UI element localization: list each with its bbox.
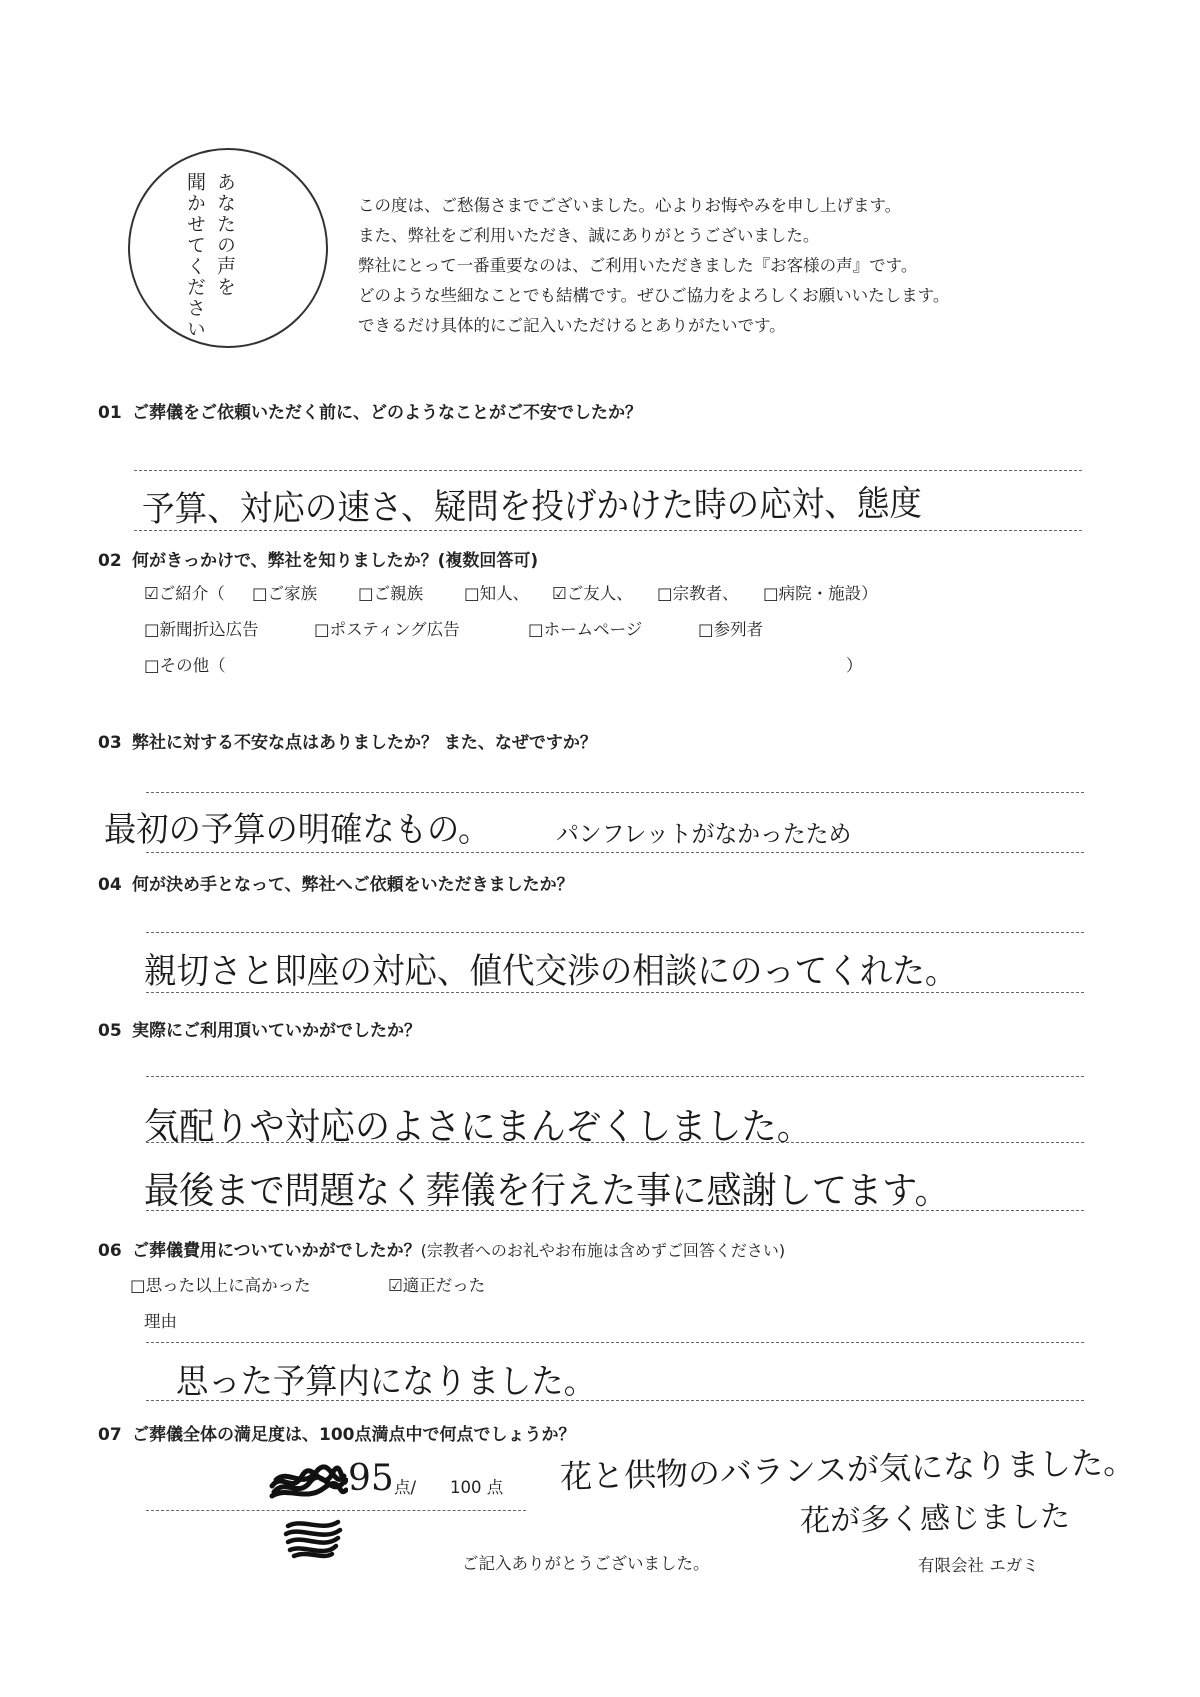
answer-guide-line: [134, 530, 1082, 531]
question-text: ご葬儀をご依頼いただく前に、どのようなことがご不安でしたか？: [132, 403, 642, 423]
handwritten-answer-03b: パンフレットがなかったため: [556, 820, 852, 848]
handwritten-comment-07-line1: 花と供物のバランスが気になりました。: [559, 1442, 1136, 1496]
checkbox-friend[interactable]: ☑ご友人、: [552, 584, 633, 603]
handwritten-comment-07-line2: 花が多く感じました: [799, 1499, 1071, 1539]
company-name: 有限会社 エガミ: [918, 1556, 1039, 1575]
question-text: ご葬儀全体の満足度は、100点満点中で何点でしょうか？: [132, 1425, 576, 1445]
answer-guide-line: [146, 992, 1084, 993]
footer-thanks: ご記入ありがとうございました。: [462, 1554, 710, 1573]
question-text: 実際にご利用頂いていかがでしたか？: [132, 1021, 421, 1041]
checkbox-clergy[interactable]: □宗教者、: [657, 584, 739, 603]
scribble-mark: [282, 1516, 344, 1562]
checkbox-family[interactable]: □ご家族: [252, 584, 318, 603]
checkbox-hospital[interactable]: □病院・施設）: [763, 584, 878, 603]
question-06: [98, 1236, 785, 1261]
answer-guide-line: [134, 470, 1082, 471]
checkbox-newspaper-insert[interactable]: □新聞折込広告: [144, 620, 259, 639]
checkbox-referral[interactable]: ☑ご紹介（: [144, 584, 225, 603]
handwritten-answer-01: 予算、対応の速さ、疑問を投げかけた時の応対、態度: [141, 484, 923, 530]
intro-line-1: この度は、ご愁傷さまでございました。心よりお悔やみを申し上げます。: [358, 196, 902, 215]
checkbox-more-expensive[interactable]: □思った以上に高かった: [130, 1276, 311, 1295]
checkbox-acquaintance[interactable]: □知人、: [464, 584, 530, 603]
question-text: 何が決め手となって、弊社へご依頼をいただきましたか？: [132, 875, 574, 895]
badge-line-2: 聞かせてください: [184, 172, 206, 340]
other-close-paren: ）: [846, 656, 863, 675]
question-number: 02: [98, 551, 122, 571]
reason-label: 理由: [144, 1312, 177, 1331]
answer-guide-line: [146, 852, 1084, 853]
question-02: [98, 546, 538, 571]
question-text: 弊社に対する不安な点はありましたか？ また、なぜですか？: [132, 733, 597, 753]
checkbox-relatives[interactable]: □ご親族: [358, 584, 424, 603]
checkbox-attendee[interactable]: □参列者: [698, 620, 764, 639]
question-subtext: (宗教者へのお礼やお布施は含めずご回答ください): [420, 1241, 786, 1260]
answer-guide-line: [146, 1342, 1084, 1343]
answer-guide-line: [146, 792, 1084, 793]
question-number: 07: [98, 1425, 122, 1445]
answer-guide-line: [146, 1076, 1084, 1077]
handwritten-answer-03a: 最初の予算の明確なもの。: [104, 810, 491, 850]
question-number: 03: [98, 733, 122, 753]
question-01: [98, 398, 642, 423]
intro-line-5: できるだけ具体的にご記入いただけるとありがたいです。: [358, 316, 786, 335]
score-max: 100 点: [450, 1478, 504, 1497]
question-number: 05: [98, 1021, 122, 1041]
checkbox-homepage[interactable]: □ホームページ: [528, 620, 643, 639]
score-unit: 点/: [394, 1478, 417, 1497]
handwritten-score: 95: [348, 1458, 394, 1499]
checkbox-posting-ad[interactable]: □ポスティング広告: [314, 620, 460, 639]
question-number: 01: [98, 403, 122, 423]
handwritten-answer-04: 親切さと即座の対応、値代交渉の相談にのってくれた。: [144, 952, 958, 992]
answer-guide-line: [146, 932, 1084, 933]
answer-guide-line: [146, 1142, 1084, 1143]
handwritten-answer-06: 思った予算内になりました。: [176, 1362, 596, 1402]
badge-line-1: あなたの声を: [214, 172, 236, 298]
intro-line-3: 弊社にとって一番重要なのは、ご利用いただきました『お客様の声』です。: [358, 256, 918, 275]
scribble-mark: [268, 1464, 348, 1504]
handwritten-answer-05-line1: 気配りや対応のよさにまんぞくしました。: [144, 1105, 812, 1148]
question-07: [98, 1420, 576, 1445]
question-05: [98, 1016, 421, 1041]
question-04: [98, 870, 574, 895]
answer-guide-line: [146, 1210, 1084, 1211]
question-number: 04: [98, 875, 122, 895]
question-text: ご葬儀費用についていかがでしたか？: [132, 1241, 421, 1261]
question-text: 何がきっかけで、弊社を知りましたか？(複数回答可): [132, 551, 539, 571]
question-03: [98, 728, 597, 753]
score-guide-line: [146, 1510, 526, 1511]
handwritten-answer-05-line2: 最後まで問題なく葬儀を行えた事に感謝してます。: [144, 1169, 950, 1212]
question-number: 06: [98, 1241, 122, 1261]
checkbox-other[interactable]: □その他（: [144, 656, 226, 675]
intro-line-2: また、弊社をご利用いただき、誠にありがとうございました。: [358, 226, 820, 245]
checkbox-appropriate[interactable]: ☑適正だった: [388, 1276, 486, 1295]
answer-guide-line: [146, 1400, 1084, 1401]
intro-line-4: どのような些細なことでも結構です。ぜひご協力をよろしくお願いいたします。: [358, 286, 950, 305]
